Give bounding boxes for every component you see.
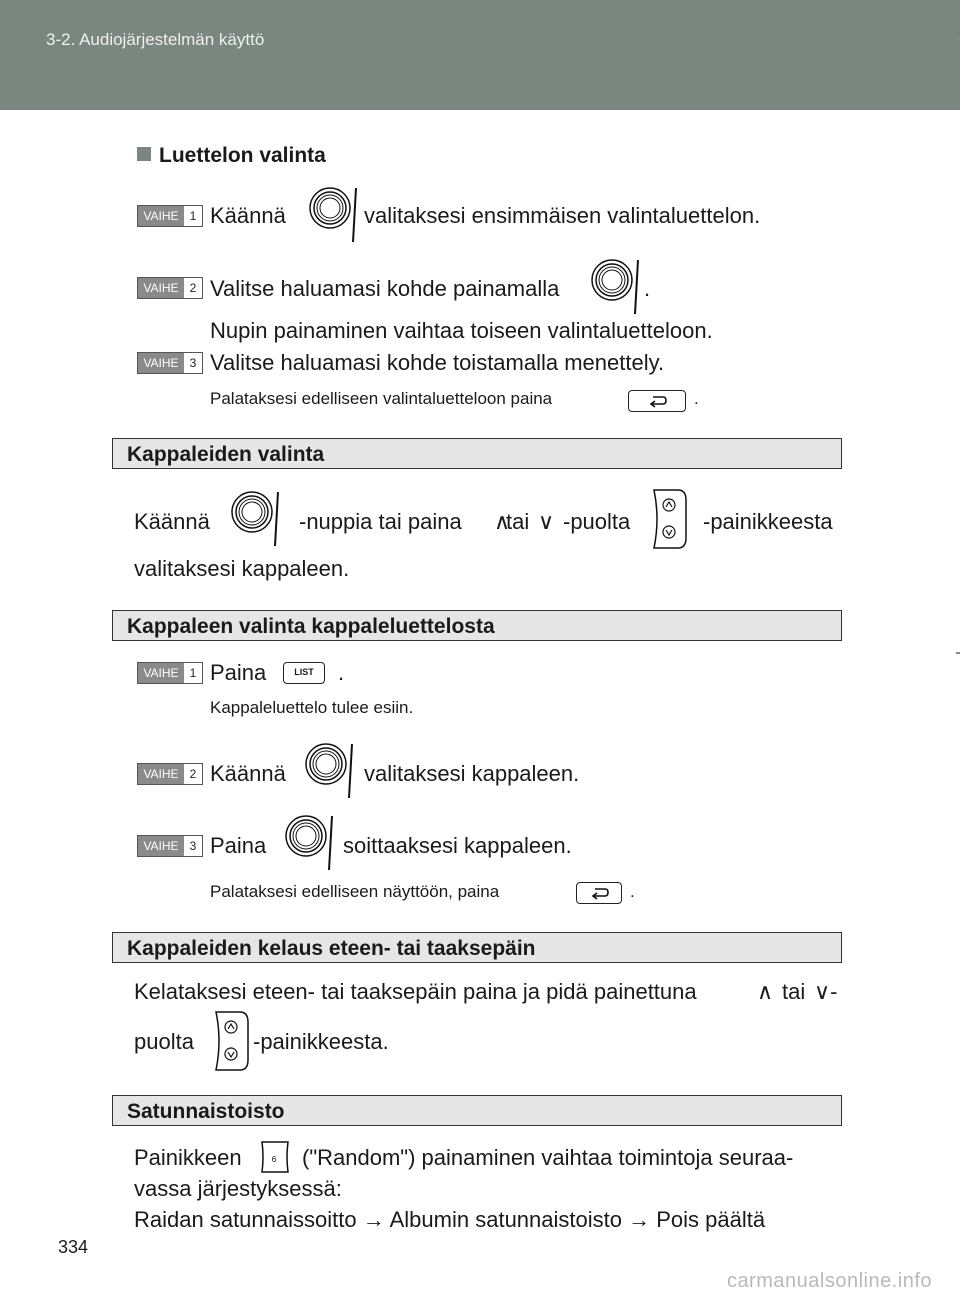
page-header xyxy=(0,0,960,110)
text: -nuppia tai paina xyxy=(299,509,462,534)
text: tai xyxy=(782,979,806,1004)
step-2-text-before: Valitse haluamasi kohde painamalla xyxy=(210,276,560,301)
back-button-icon xyxy=(576,882,622,904)
note-text: Palataksesi edelliseen valintaluetteloon paina xyxy=(210,389,553,408)
tune-knob-icon xyxy=(284,814,336,874)
random-sequence xyxy=(134,1207,765,1233)
page-number: 334 xyxy=(58,1237,89,1257)
mode-label: Pois päältä xyxy=(656,1207,766,1232)
step-2-text-after: . xyxy=(644,276,651,301)
note-period: . xyxy=(630,882,635,901)
square-bullet-icon xyxy=(137,147,151,161)
watermark: carmanualsonline.info xyxy=(726,1270,932,1292)
section-heading-bar: Kappaleen valinta kappaleluettelosta xyxy=(112,610,842,641)
text: -painikkeesta xyxy=(703,509,833,534)
subsection-heading: Luettelon valinta xyxy=(137,144,326,168)
text: Käännä xyxy=(134,509,210,534)
step-1-text-after: valitaksesi ensimmäisen valintaluettelon. xyxy=(364,203,761,228)
note-period: . xyxy=(694,389,699,408)
section-heading-bar: Satunnaistoisto xyxy=(112,1095,842,1126)
list-button-icon: LIST xyxy=(283,662,325,684)
step-2-extra-text: Nupin painaminen vaihtaa toiseen valintaluetteloon. xyxy=(210,318,713,343)
margin-tick xyxy=(956,652,960,654)
step-badge: VAIHE 2 xyxy=(137,277,203,299)
margin-tick xyxy=(956,38,960,40)
tune-knob-icon xyxy=(590,258,642,318)
mode-label: Raidan satunnaissoitto xyxy=(134,1207,357,1232)
step-1-text-before: Paina xyxy=(210,660,267,685)
step-1-period: . xyxy=(338,660,345,685)
seek-button-icon xyxy=(648,488,688,550)
step-badge: VAIHE 3 xyxy=(137,835,203,857)
step-1-text-before: Käännä xyxy=(210,203,286,228)
svg-text:6: 6 xyxy=(271,1155,277,1164)
text: ("Random") painaminen vaihtaa toimintoja seuraa- xyxy=(302,1145,794,1170)
step-badge: VAIHE 2 xyxy=(137,763,203,785)
section-heading-bar: Kappaleiden kelaus eteen- tai taaksepäin xyxy=(112,932,842,963)
tune-knob-icon xyxy=(304,742,356,802)
step-badge: VAIHE 1 xyxy=(137,205,203,227)
seek-button-icon xyxy=(210,1010,250,1072)
mode-label: Albumin satunnaistoisto xyxy=(389,1207,622,1232)
step-3-text-after: soittaaksesi kappaleen. xyxy=(343,833,572,858)
step-2-text-after: valitaksesi kappaleen. xyxy=(364,761,580,786)
note-text: Kappaleluettelo tulee esiin. xyxy=(210,698,414,717)
step-badge: VAIHE 1 xyxy=(137,662,203,684)
text: -painikkeesta. xyxy=(253,1029,389,1054)
text: valitaksesi kappaleen. xyxy=(134,556,350,581)
up-symbol: ∧ xyxy=(757,979,774,1004)
step-2-text-before: Käännä xyxy=(210,761,286,786)
text: -puolta xyxy=(563,509,631,534)
tune-knob-icon xyxy=(230,490,282,550)
text: Painikkeen xyxy=(134,1145,242,1170)
preset-button-icon xyxy=(258,1140,292,1174)
header-title: 3-2. Audiojärjestelmän käyttö xyxy=(46,30,265,49)
step-badge: VAIHE 3 xyxy=(137,352,203,374)
down-symbol: ∨- xyxy=(814,979,838,1004)
section-heading-bar: Kappaleiden valinta xyxy=(112,438,842,469)
note-text: Palataksesi edelliseen näyttöön, paina xyxy=(210,882,500,901)
down-symbol: ∨ xyxy=(538,509,555,534)
step-3-text-before: Paina xyxy=(210,833,267,858)
text: vassa järjestyksessä: xyxy=(134,1176,342,1201)
arrow-icon: → xyxy=(628,1207,651,1232)
text: puolta xyxy=(134,1029,194,1054)
arrow-icon: → xyxy=(362,1207,385,1232)
up-symbol: ∧ xyxy=(494,509,511,534)
text: tai xyxy=(506,509,530,534)
step-3-text: Valitse haluamasi kohde toistamalla menettely. xyxy=(210,350,665,375)
back-button-icon xyxy=(628,390,686,412)
text: Kelataksesi eteen- tai taaksepäin paina ja pidä painettuna xyxy=(134,979,697,1004)
tune-knob-icon xyxy=(308,186,360,246)
